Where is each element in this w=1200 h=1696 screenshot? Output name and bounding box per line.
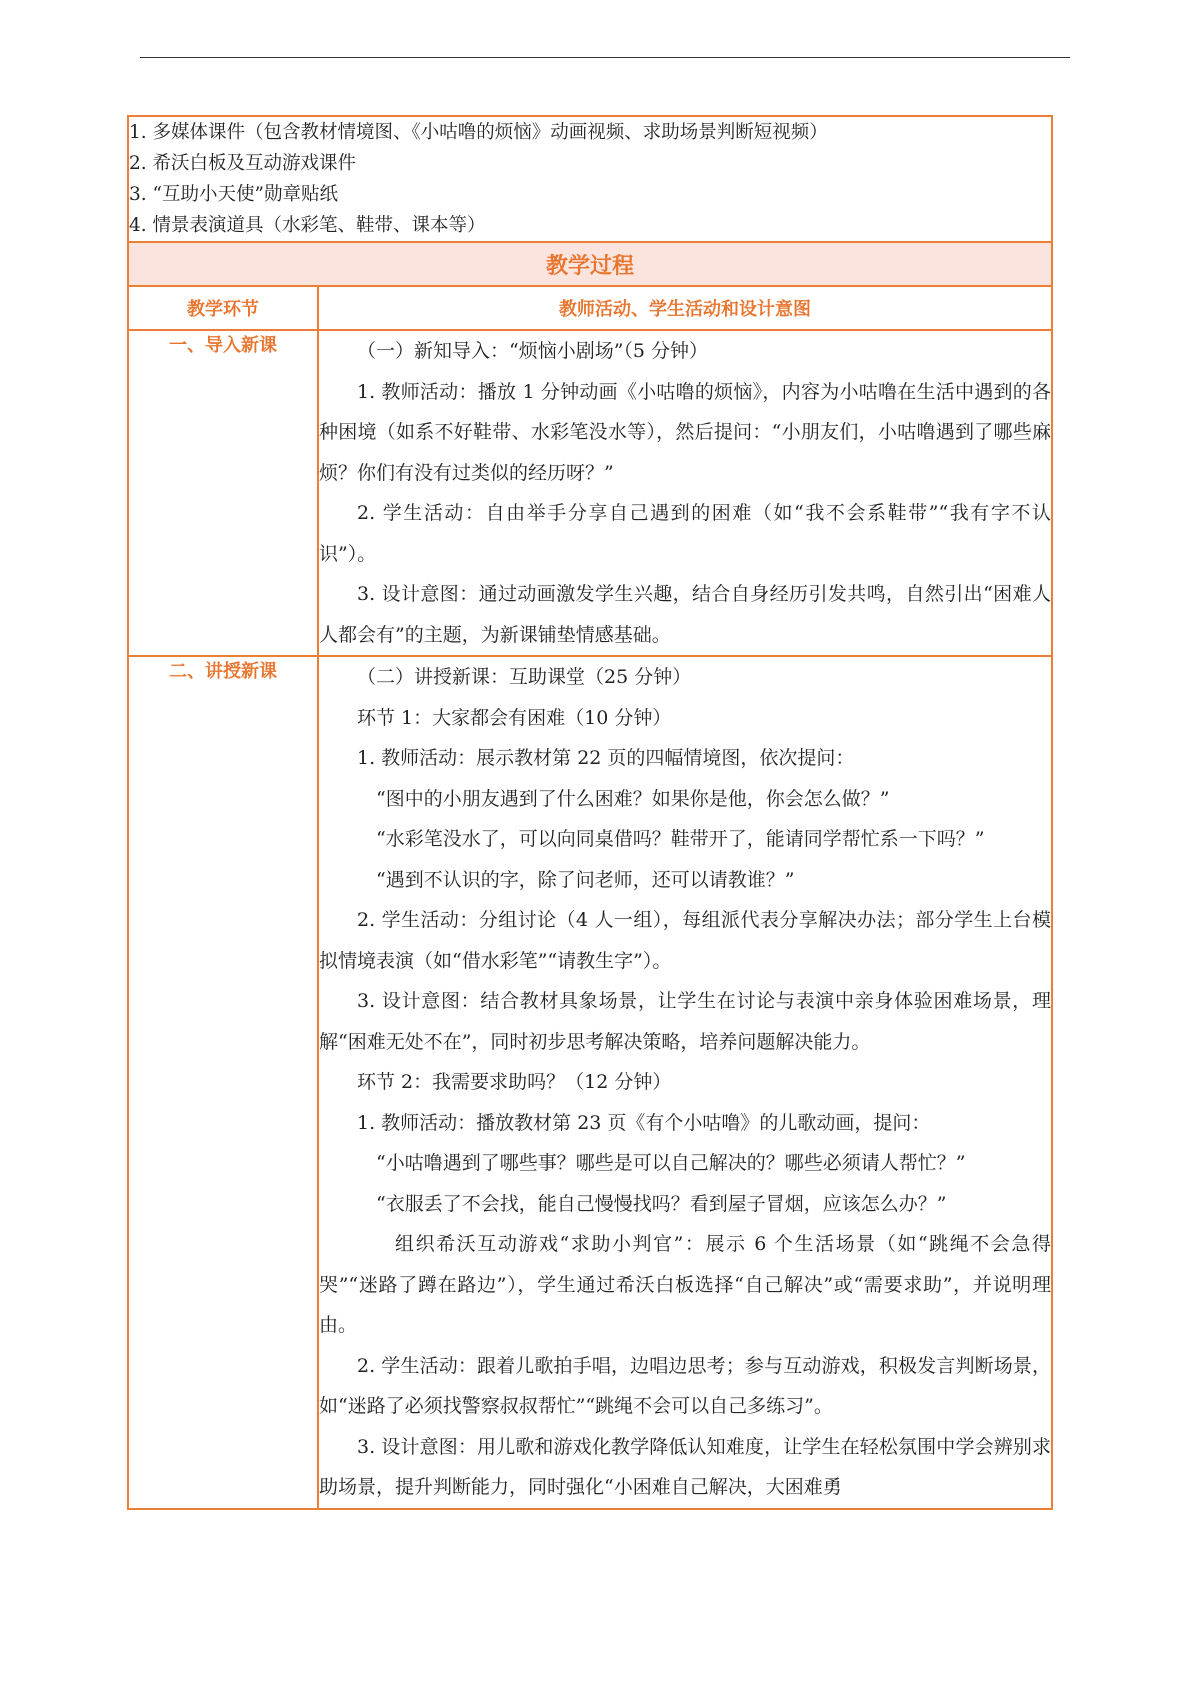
lesson-plan-table (127, 115, 1053, 1510)
paragraph: 2. 学生活动：跟着儿歌拍手唱，边唱边思考；参与互动游戏，积极发言判断场景，如“迷路了必须找警察叔叔帮忙”“跳绳不会可以自己多练习”。 (319, 1354, 1051, 1417)
question: “遇到不认识的字，除了问老师，还可以请教谁？” (376, 868, 795, 891)
paragraph: 2. 学生活动：分组讨论（4 人一组），每组派代表分享解决办法；部分学生上台模拟情境表演（如“借水彩笔”“请教生字”）。 (319, 909, 1051, 972)
content-column-header: 教师活动、学生活动和设计意图 (318, 286, 1052, 330)
question: “图中的小朋友遇到了什么困难？如果你是他，你会怎么做？” (376, 787, 890, 810)
materials-item: 2. 希沃白板及互动游戏课件 (129, 153, 357, 174)
stage-name-intro: 一、导入新课 (128, 330, 318, 656)
section-heading: （二）讲授新课：互助课堂（25 分钟） (357, 666, 692, 688)
question: “小咕噜遇到了哪些事？哪些是可以自己解决的？哪些必须请人帮忙？” (376, 1152, 966, 1174)
question: “水彩笔没水了，可以向同桌借吗？鞋带开了，能请同学帮忙系一下吗？” (376, 828, 985, 850)
materials-item: 3. “互助小天使”勋章贴纸 (129, 184, 338, 205)
materials-item: 4. 情景表演道具（水彩笔、鞋带、课本等） (129, 215, 486, 236)
question: “衣服丢了不会找，能自己慢慢找吗？看到屋子冒烟，应该怎么办？” (376, 1192, 947, 1215)
paragraph: 3. 设计意图：通过动画激发学生兴趣，结合自身经历引发共鸣，自然引出“困难人人都会有”的主题，为新课铺垫情感基础。 (319, 583, 1051, 646)
paragraph: 3. 设计意图：结合教材具象场景，让学生在讨论与表演中亲身体验困难场景，理解“困难无处不在”，同时初步思考解决策略，培养问题解决能力。 (319, 990, 1051, 1053)
stage-content-intro (318, 330, 1052, 656)
materials-cell (128, 116, 1052, 242)
materials-item: 1. 多媒体课件（包含教材情境图、《小咕噜的烦恼》动画视频、求助场景判断短视频） (129, 122, 828, 143)
paragraph: 1. 教师活动：播放教材第 23 页《有个小咕噜》的儿歌动画，提问： (357, 1111, 931, 1134)
column-header-row (128, 286, 1052, 330)
materials-row (128, 116, 1052, 242)
stage-content-teaching (318, 656, 1052, 1509)
subsection-heading: 环节 2：我需要求助吗？（12 分钟） (357, 1071, 672, 1093)
stage-row-teaching (128, 656, 1052, 1509)
paragraph: 2. 学生活动：自由举手分享自己遇到的困难（如“我不会系鞋带”“我有字不认识”）。 (319, 502, 1051, 565)
section-heading: （一）新知导入：“烦恼小剧场”（5 分钟） (357, 340, 709, 362)
stage-row-intro (128, 330, 1052, 656)
process-banner-row (128, 242, 1052, 286)
header-rule (140, 57, 1070, 58)
stage-name-teaching: 二、讲授新课 (128, 656, 318, 1509)
subsection-heading: 环节 1：大家都会有困难（10 分钟） (357, 706, 672, 729)
process-title: 教学过程 (128, 242, 1052, 286)
paragraph: 1. 教师活动：展示教材第 22 页的四幅情境图，依次提问： (357, 747, 855, 769)
paragraph: 组织希沃互动游戏“求助小判官”：展示 6 个生活场景（如“跳绳不会急得哭”“迷路了蹲在路边”），学生通过希沃白板选择“自己解决”或“需要求助”，并说明理由。 (319, 1233, 1051, 1336)
paragraph: 1. 教师活动：播放 1 分钟动画《小咕噜的烦恼》，内容为小咕噜在生活中遇到的各种困境（如系不好鞋带、水彩笔没水等），然后提问：“小朋友们，小咕噜遇到了哪些麻烦？你们有没有过类似的经历呀？” (319, 380, 1051, 484)
paragraph: 3. 设计意图：用儿歌和游戏化教学降低认知难度，让学生在轻松氛围中学会辨别求助场景，提升判断能力，同时强化“小困难自己解决，大困难勇 (319, 1435, 1051, 1498)
stage-column-header: 教学环节 (128, 286, 318, 330)
